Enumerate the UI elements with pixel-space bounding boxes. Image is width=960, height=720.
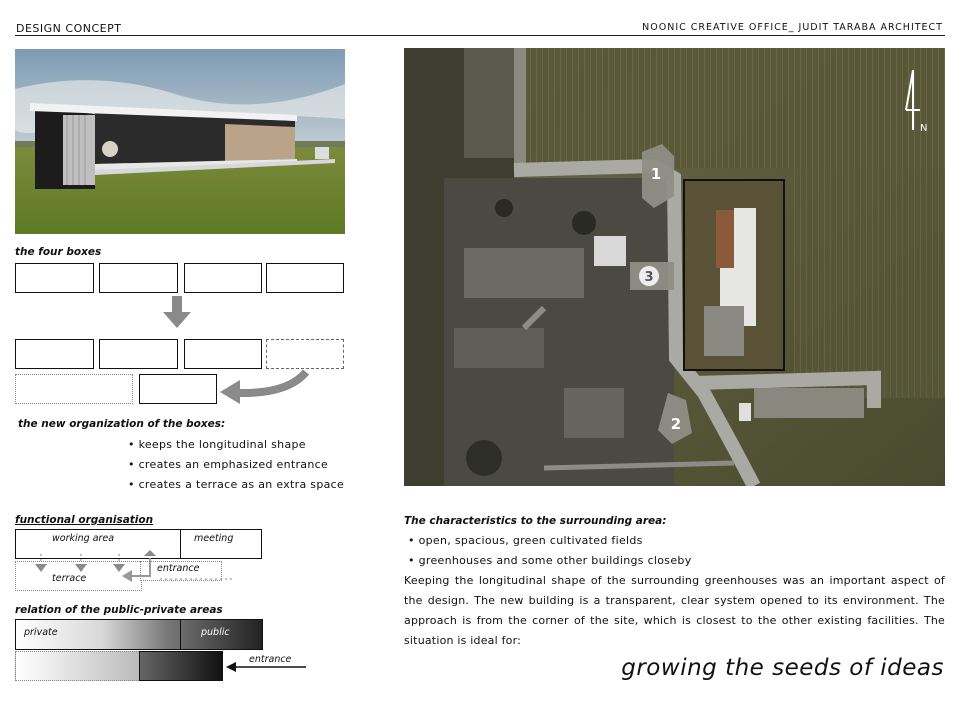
entrance-label-2: entrance xyxy=(249,654,292,665)
map-marker-2: 2 xyxy=(670,415,682,433)
header-rule xyxy=(15,35,945,36)
characteristics-bullet-1: • open, spacious, green cultivated fields xyxy=(408,534,643,547)
flow-arrows-icon xyxy=(20,548,240,588)
terrace-label: terrace xyxy=(52,573,87,584)
terrace-gradient-bar xyxy=(15,651,141,681)
box-row2-3 xyxy=(184,339,262,369)
slogan: growing the seeds of ideas xyxy=(621,655,944,681)
box-row2-2 xyxy=(99,339,178,369)
entrance-dark-bar xyxy=(139,651,223,681)
box-4 xyxy=(266,263,344,293)
header-right-title: NOONIC CREATIVE OFFICE_ JUDIT TARABA ARCHITECT xyxy=(642,22,943,33)
site-aerial-map xyxy=(404,48,945,486)
organization-title: the new organization of the boxes: xyxy=(18,418,226,430)
box-row2-1 xyxy=(15,339,94,369)
organization-bullet-1: • keeps the longitudinal shape xyxy=(128,438,306,451)
relation-title: relation of the public-private areas xyxy=(15,604,223,616)
working-area-label: working area xyxy=(52,533,115,544)
box-moved xyxy=(139,374,217,404)
box-1 xyxy=(15,263,94,293)
terrace-outline-box xyxy=(15,374,133,404)
characteristics-bullet-2: • greenhouses and some other buildings closeby xyxy=(408,554,692,567)
organization-bullet-2: • creates an emphasized entrance xyxy=(128,458,329,471)
arrow-down-icon xyxy=(160,296,194,330)
box-3 xyxy=(184,263,262,293)
entrance-arrow-icon xyxy=(226,660,306,674)
box-2 xyxy=(99,263,178,293)
four-boxes-title: the four boxes xyxy=(15,246,102,258)
map-marker-1: 1 xyxy=(650,165,662,183)
public-divider xyxy=(180,619,181,650)
characteristics-title: The characteristics to the surrounding area: xyxy=(404,515,667,527)
box-row2-4-removed xyxy=(266,339,344,369)
map-marker-3: 3 xyxy=(644,270,654,285)
private-label: private xyxy=(24,627,58,638)
curved-arrow-icon xyxy=(218,368,310,408)
public-label: public xyxy=(201,627,230,638)
meeting-label: meeting xyxy=(194,533,234,544)
functional-title: functional organisation xyxy=(15,514,154,526)
characteristics-paragraph: Keeping the longitudinal shape of the surrounding greenhouses was an important aspect of the design. The new building is a transparent, clear system opened to its environment. The approach is from the corner of the site, which is closest to the other existing facilities. The situation is ideal for: xyxy=(404,574,945,647)
organization-bullet-3: • creates a terrace as an extra space xyxy=(128,478,345,491)
entrance-label: entrance xyxy=(157,563,200,574)
north-label: N xyxy=(920,123,928,134)
building-render-image xyxy=(15,49,345,234)
header-left-title: DESIGN CONCEPT xyxy=(16,22,122,35)
